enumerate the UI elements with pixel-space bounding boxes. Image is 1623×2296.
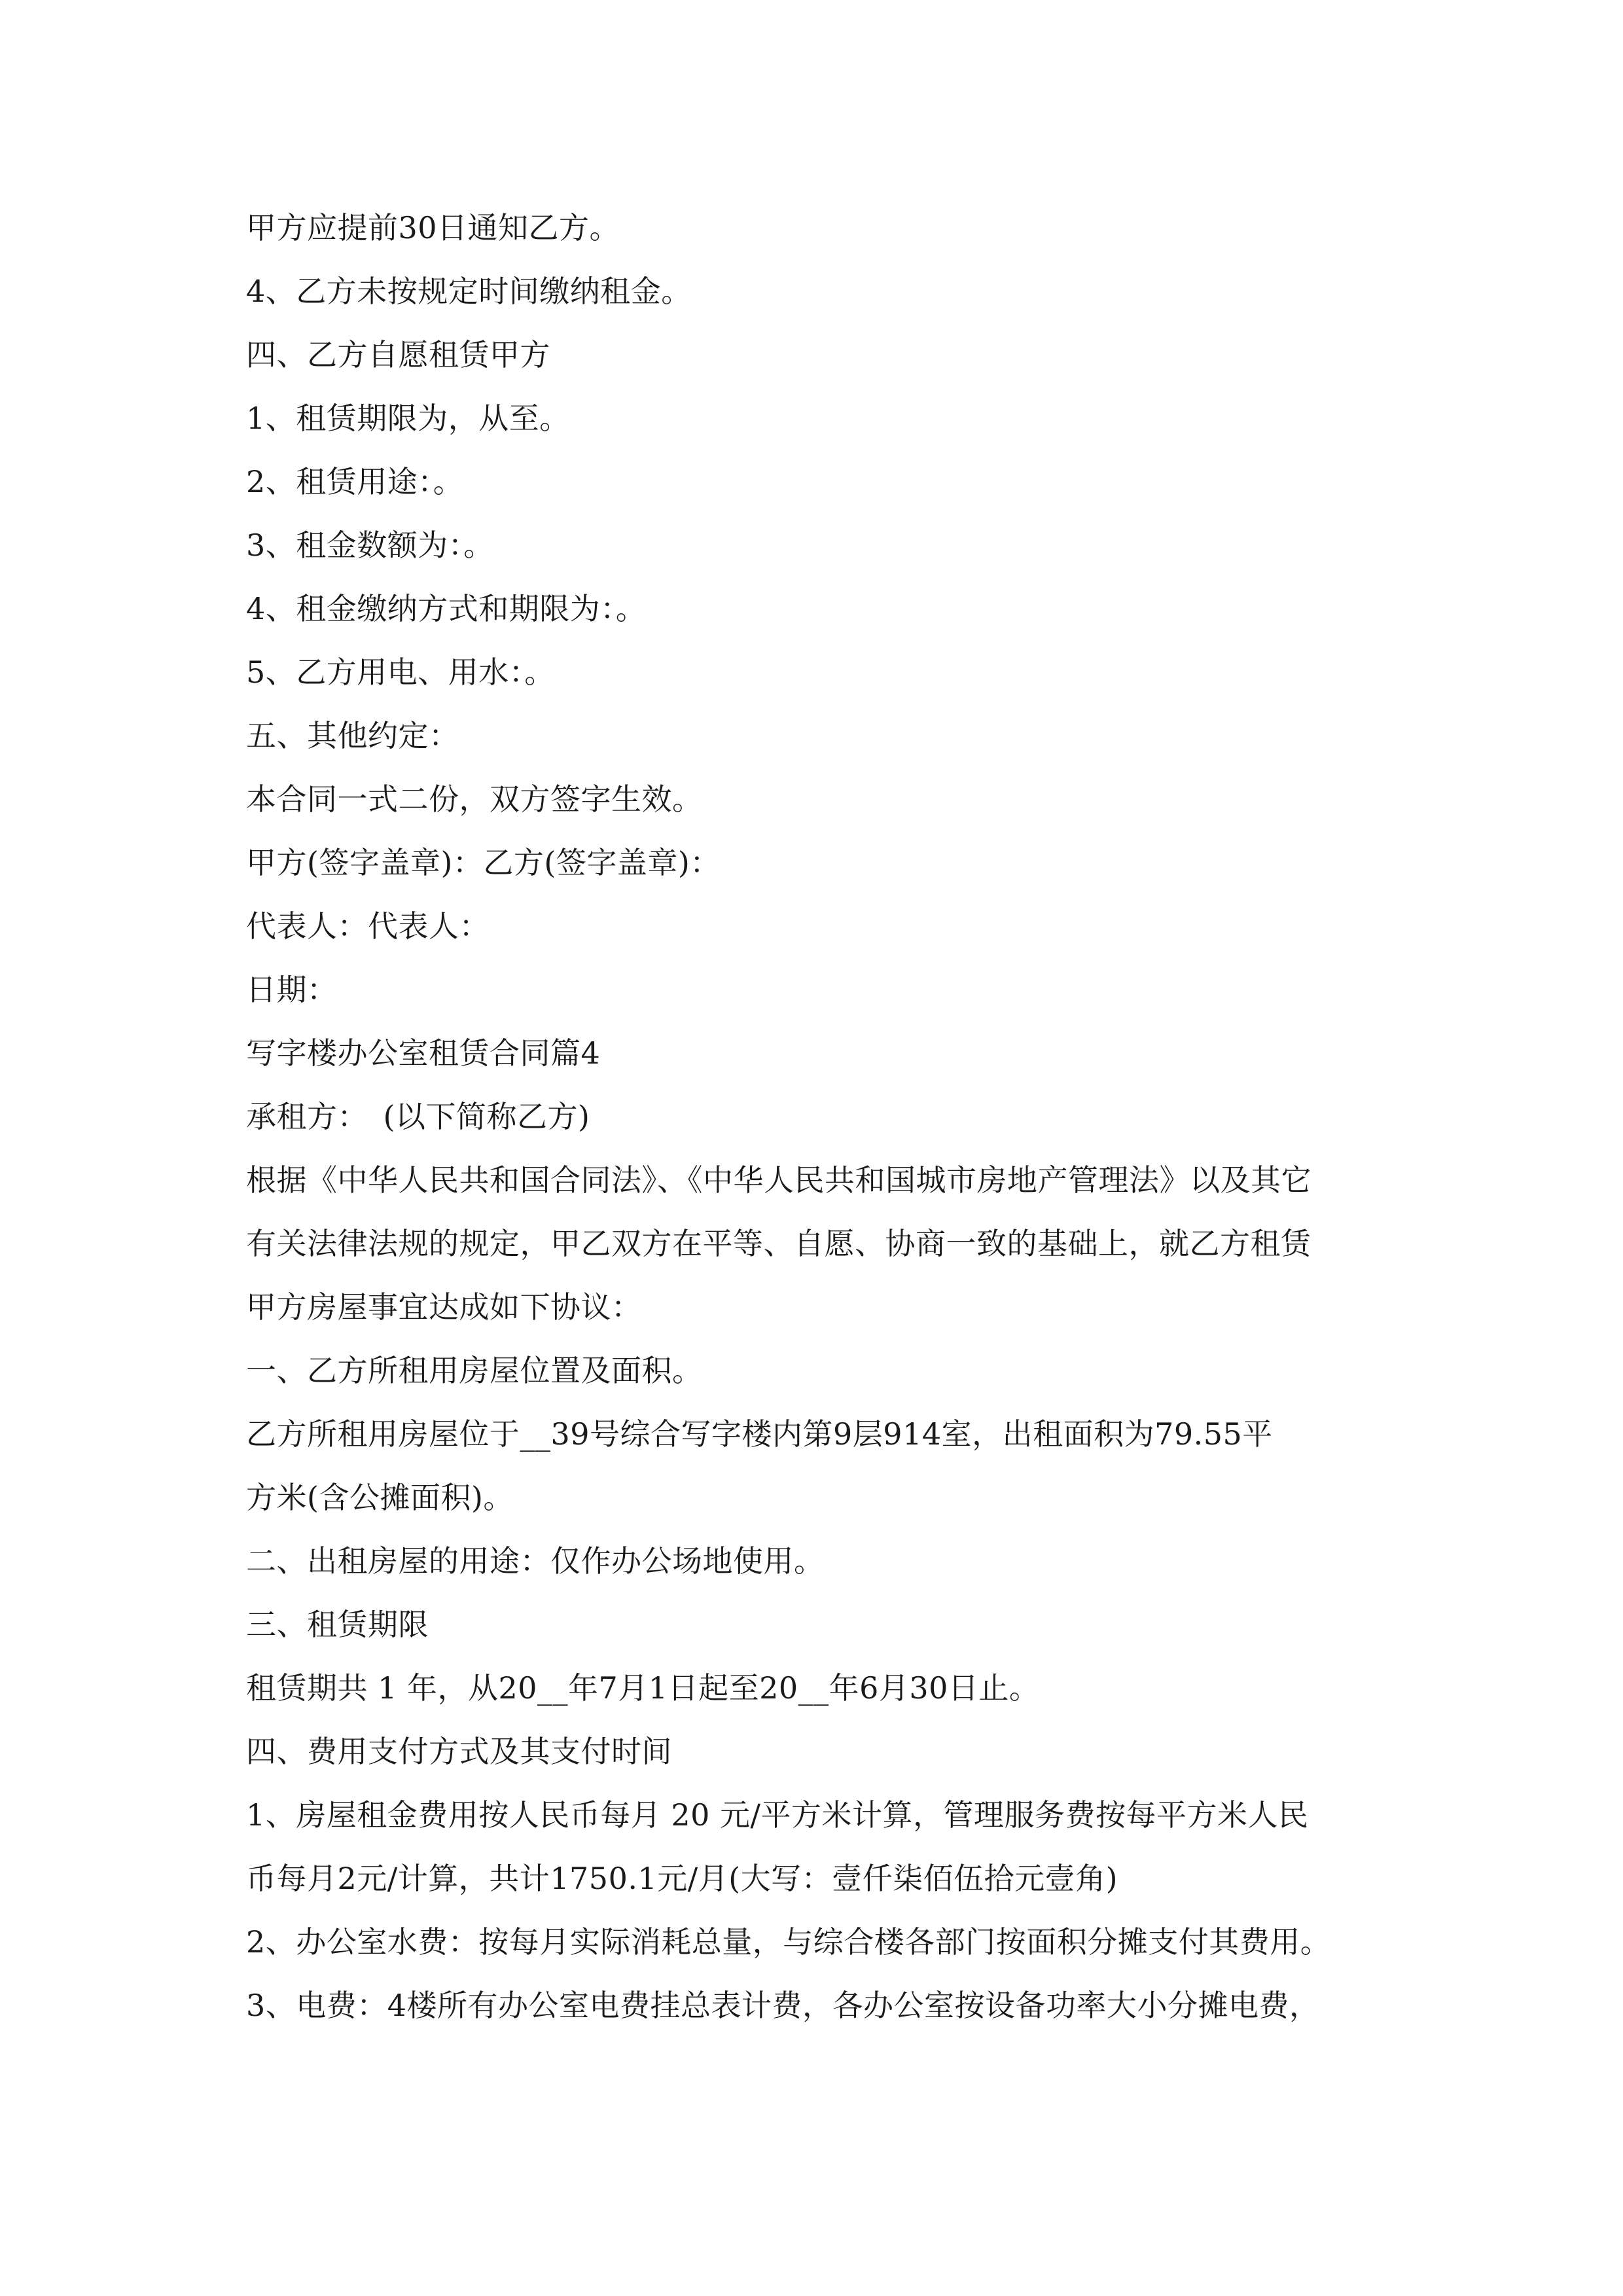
section-heading: 三、租赁期限 [246, 1607, 429, 1642]
document-body [246, 196, 1385, 2037]
representative-line: 代表人：代表人： [246, 908, 490, 944]
text-line: 方米(含公摊面积)。 [246, 1480, 514, 1515]
text-line: 3、租金数额为：。 [246, 528, 494, 563]
text-line: 2、租赁用途：。 [246, 464, 464, 499]
contract-title: 写字楼办公室租赁合同篇4 [246, 1035, 601, 1071]
text-line: 3、电费：4楼所有办公室电费挂总表计费，各办公室按设备功率大小分摊电费， [246, 1988, 1320, 2023]
section-heading: 四、乙方自愿租赁甲方 [246, 337, 550, 372]
date-line: 日期： [246, 972, 338, 1007]
text-line: 2、办公室水费：按每月实际消耗总量，与综合楼各部门按面积分摊支付其费用。 [246, 1924, 1331, 1960]
signature-line: 甲方(签字盖章)：乙方(签字盖章)： [246, 845, 721, 880]
text-line: 币每月2元/计算，共计1750.1元/月(大写：壹仟柒佰伍拾元壹角) [246, 1861, 1118, 1896]
text-line: 有关法律法规的规定，甲乙双方在平等、自愿、协商一致的基础上，就乙方租赁 [246, 1226, 1311, 1261]
text-line: 1、房屋租金费用按人民币每月 20 元/平方米计算，管理服务费按每平方米人民 [246, 1797, 1309, 1833]
section-heading: 二、出租房屋的用途：仅作办公场地使用。 [246, 1543, 825, 1579]
text-line: 根据《中华人民共和国合同法》、《中华人民共和国城市房地产管理法》以及其它 [246, 1162, 1311, 1198]
text-line: 4、租金缴纳方式和期限为：。 [246, 591, 647, 626]
text-line: 乙方所租用房屋位于__39号综合写字楼内第9层914室，出租面积为79.55平 [246, 1416, 1273, 1452]
text-line: 租赁期共 1 年，从20__年7月1日起至20__年6月30日止。 [246, 1670, 1040, 1706]
section-heading: 四、费用支付方式及其支付时间 [246, 1734, 672, 1769]
section-heading: 五、其他约定： [246, 718, 459, 753]
tenant-line: 承租方： (以下简称乙方) [246, 1099, 590, 1134]
text-line: 1、租赁期限为，从至。 [246, 401, 570, 436]
text-line: 本合同一式二份，双方签字生效。 [246, 781, 703, 817]
text-line: 甲方应提前30日通知乙方。 [246, 210, 620, 245]
section-heading: 一、乙方所租用房屋位置及面积。 [246, 1353, 703, 1388]
text-line: 甲方房屋事宜达成如下协议： [246, 1289, 642, 1325]
text-line: 5、乙方用电、用水：。 [246, 655, 555, 690]
text-line: 4、乙方未按规定时间缴纳租金。 [246, 274, 692, 309]
